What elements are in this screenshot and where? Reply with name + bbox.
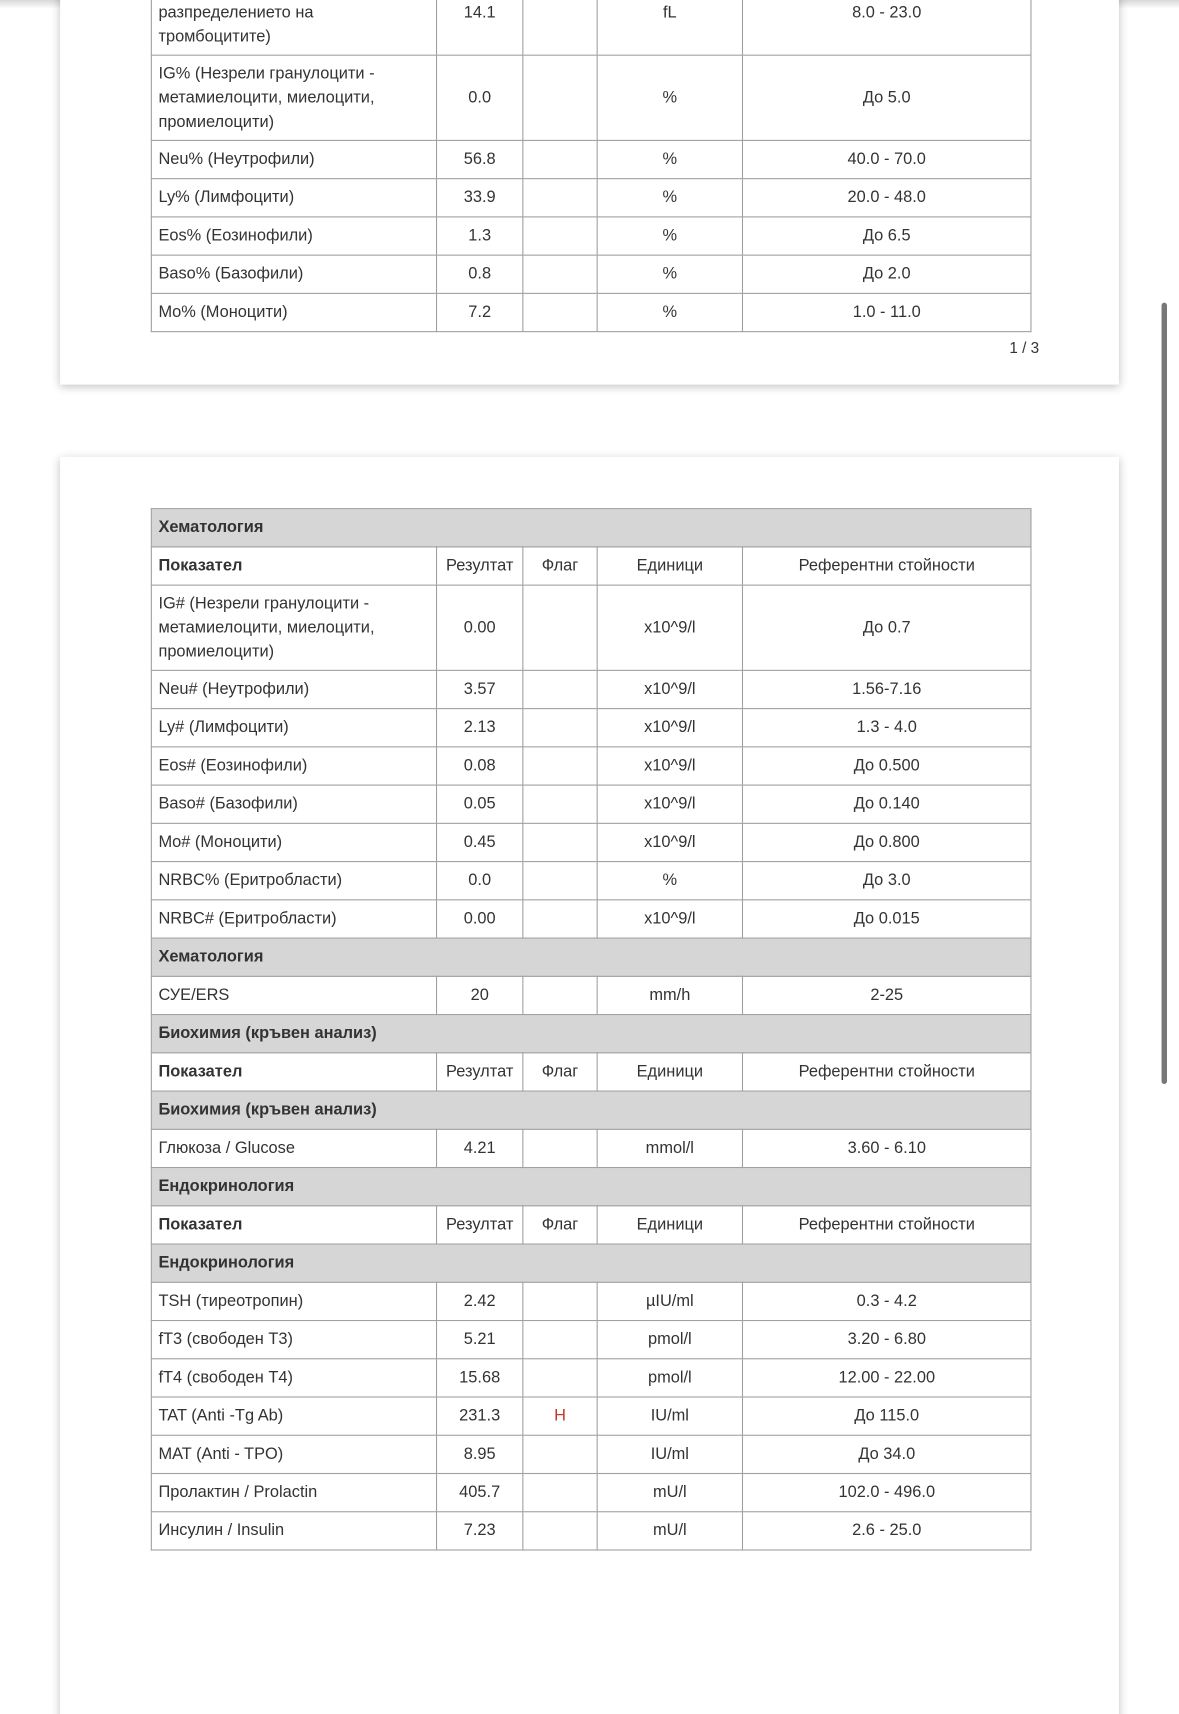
table-row <box>151 900 1031 938</box>
table-row <box>151 0 1031 55</box>
section-title: Ендокринология <box>151 1244 1031 1282</box>
table-row <box>151 670 1031 708</box>
result-value: 231.3 <box>437 1397 523 1435</box>
units: % <box>597 862 742 900</box>
flag <box>523 1474 597 1512</box>
units: x10^9/l <box>597 900 742 938</box>
flag <box>523 709 597 747</box>
units: x10^9/l <box>597 670 742 708</box>
reference-range: 1.56-7.16 <box>742 670 1031 708</box>
table-row <box>151 1512 1031 1550</box>
units: x10^9/l <box>597 747 742 785</box>
units: µIU/ml <box>597 1282 742 1320</box>
flag: Флаг <box>523 547 597 585</box>
reference-range: 3.60 - 6.10 <box>742 1129 1031 1167</box>
test-name: разпределението на тромбоцитите) <box>151 0 436 55</box>
flag <box>523 179 597 217</box>
units: x10^9/l <box>597 823 742 861</box>
result-value: 33.9 <box>437 179 523 217</box>
reference-range: 40.0 - 70.0 <box>742 140 1030 178</box>
reference-range: 0.3 - 4.2 <box>742 1282 1031 1320</box>
units: IU/ml <box>597 1435 742 1473</box>
test-name: Ly% (Лимфоцити) <box>151 179 436 217</box>
result-value: Резултат <box>437 1053 523 1091</box>
units: x10^9/l <box>597 709 742 747</box>
flag <box>523 1282 597 1320</box>
result-value: 56.8 <box>437 140 523 178</box>
test-name: Показател <box>151 1053 436 1091</box>
reference-range: 12.00 - 22.00 <box>742 1359 1031 1397</box>
pdf-page-1 <box>60 0 1119 385</box>
units: Единици <box>597 547 742 585</box>
units: % <box>597 179 742 217</box>
table-row <box>151 1435 1031 1473</box>
test-name: Глюкоза / Glucose <box>151 1129 436 1167</box>
table-row <box>151 293 1031 331</box>
flag-high: H <box>523 1397 597 1435</box>
reference-range: До 115.0 <box>742 1397 1031 1435</box>
results-table <box>151 508 1032 1550</box>
result-value: 3.57 <box>437 670 523 708</box>
result-value: 8.95 <box>437 1435 523 1473</box>
reference-range: Референтни стойности <box>742 1053 1031 1091</box>
result-value: 405.7 <box>437 1474 523 1512</box>
table-row <box>151 217 1031 255</box>
flag <box>523 585 597 670</box>
table-row <box>151 585 1031 670</box>
table-row <box>151 1359 1031 1397</box>
result-value: 0.8 <box>437 255 523 293</box>
table-row <box>151 55 1031 140</box>
result-value: 7.2 <box>437 293 523 331</box>
reference-range: До 2.0 <box>742 255 1030 293</box>
table-row <box>151 140 1031 178</box>
table-row <box>151 785 1031 823</box>
reference-range: 2-25 <box>742 976 1031 1014</box>
reference-range: До 6.5 <box>742 217 1030 255</box>
flag <box>523 1359 597 1397</box>
section-title: Биохимия (кръвен анализ) <box>151 1015 1031 1053</box>
units: mm/h <box>597 976 742 1014</box>
flag <box>523 900 597 938</box>
reference-range: До 34.0 <box>742 1435 1031 1473</box>
flag <box>523 785 597 823</box>
reference-range: До 0.500 <box>742 747 1031 785</box>
units: pmol/l <box>597 1321 742 1359</box>
result-value: 0.0 <box>437 862 523 900</box>
test-name: Показател <box>151 1206 436 1244</box>
result-value: 0.45 <box>437 823 523 861</box>
reference-range: 8.0 - 23.0 <box>742 0 1030 55</box>
flag <box>523 0 597 55</box>
result-value: 0.00 <box>437 585 523 670</box>
table-row <box>151 1321 1031 1359</box>
result-value: 5.21 <box>437 1321 523 1359</box>
test-name: fT3 (свободен T3) <box>151 1321 436 1359</box>
units: pmol/l <box>597 1359 742 1397</box>
result-value: 14.1 <box>437 0 523 55</box>
units: x10^9/l <box>597 585 742 670</box>
test-name: TAT (Anti -Tg Ab) <box>151 1397 436 1435</box>
section-header-row <box>151 1015 1031 1053</box>
units: % <box>597 255 742 293</box>
reference-range: 20.0 - 48.0 <box>742 179 1030 217</box>
units: x10^9/l <box>597 785 742 823</box>
test-name: Пролактин / Prolactin <box>151 1474 436 1512</box>
test-name: NRBC% (Еритробласти) <box>151 862 436 900</box>
flag <box>523 55 597 140</box>
units: mU/l <box>597 1474 742 1512</box>
result-value: 1.3 <box>437 217 523 255</box>
reference-range: До 0.140 <box>742 785 1031 823</box>
scrollbar[interactable] <box>1162 303 1167 1084</box>
units: % <box>597 293 742 331</box>
table-row <box>151 1474 1031 1512</box>
page-number: 1 / 3 <box>1009 338 1040 357</box>
section-title: Биохимия (кръвен анализ) <box>151 1091 1031 1129</box>
units: % <box>597 55 742 140</box>
units: mmol/l <box>597 1129 742 1167</box>
units: % <box>597 140 742 178</box>
table-row <box>151 255 1031 293</box>
section-header-row <box>151 938 1031 976</box>
section-header-row <box>151 509 1031 547</box>
flag: Флаг <box>523 1053 597 1091</box>
test-name: NRBC# (Еритробласти) <box>151 900 436 938</box>
result-value: 2.42 <box>437 1282 523 1320</box>
result-value: 0.0 <box>437 55 523 140</box>
section-header-row <box>151 1168 1031 1206</box>
test-name: IG# (Незрели гранулоцити - метамиелоцити, миелоцити, промиелоцити) <box>151 585 436 670</box>
test-name: Инсулин / Insulin <box>151 1512 436 1550</box>
test-name: Mo# (Моноцити) <box>151 823 436 861</box>
test-name: Baso% (Базофили) <box>151 255 436 293</box>
table-row <box>151 1129 1031 1167</box>
table-row <box>151 823 1031 861</box>
units: mU/l <box>597 1512 742 1550</box>
reference-range: Референтни стойности <box>742 547 1031 585</box>
table-row <box>151 862 1031 900</box>
test-name: Neu% (Неутрофили) <box>151 140 436 178</box>
result-value: 15.68 <box>437 1359 523 1397</box>
reference-range: До 3.0 <box>742 862 1031 900</box>
test-name: MAT (Anti - TPO) <box>151 1435 436 1473</box>
reference-range: До 0.800 <box>742 823 1031 861</box>
flag <box>523 140 597 178</box>
test-name: Показател <box>151 547 436 585</box>
reference-range: 102.0 - 496.0 <box>742 1474 1031 1512</box>
flag <box>523 217 597 255</box>
column-header-row <box>151 1053 1031 1091</box>
flag <box>523 1435 597 1473</box>
units: IU/ml <box>597 1397 742 1435</box>
result-value: 2.13 <box>437 709 523 747</box>
section-title: Ендокринология <box>151 1168 1031 1206</box>
section-title: Хематология <box>151 509 1031 547</box>
column-header-row <box>151 1206 1031 1244</box>
result-value: Резултат <box>437 547 523 585</box>
reference-range: Референтни стойности <box>742 1206 1031 1244</box>
flag <box>523 255 597 293</box>
test-name: СУЕ/ERS <box>151 976 436 1014</box>
reference-range: 2.6 - 25.0 <box>742 1512 1031 1550</box>
section-header-row <box>151 1244 1031 1282</box>
flag <box>523 670 597 708</box>
table-row <box>151 1282 1031 1320</box>
result-value: 0.00 <box>437 900 523 938</box>
table-row <box>151 179 1031 217</box>
reference-range: До 0.015 <box>742 900 1031 938</box>
test-name: TSH (тиреотропин) <box>151 1282 436 1320</box>
units: % <box>597 217 742 255</box>
test-name: Mo% (Моноцити) <box>151 293 436 331</box>
result-value: Резултат <box>437 1206 523 1244</box>
column-header-row <box>151 547 1031 585</box>
section-title: Хематология <box>151 938 1031 976</box>
result-value: 0.05 <box>437 785 523 823</box>
table-row <box>151 1397 1031 1435</box>
result-value: 20 <box>437 976 523 1014</box>
pdf-page-2 <box>60 457 1119 1714</box>
flag <box>523 1321 597 1359</box>
test-name: fT4 (свободен T4) <box>151 1359 436 1397</box>
flag <box>523 976 597 1014</box>
section-header-row <box>151 1091 1031 1129</box>
table-row <box>151 709 1031 747</box>
flag: Флаг <box>523 1206 597 1244</box>
result-value: 7.23 <box>437 1512 523 1550</box>
result-value: 4.21 <box>437 1129 523 1167</box>
flag <box>523 293 597 331</box>
reference-range: 1.0 - 11.0 <box>742 293 1030 331</box>
table-row <box>151 747 1031 785</box>
reference-range: 3.20 - 6.80 <box>742 1321 1031 1359</box>
table-row <box>151 976 1031 1014</box>
flag <box>523 823 597 861</box>
reference-range: До 5.0 <box>742 55 1030 140</box>
results-table <box>151 0 1032 332</box>
test-name: Eos% (Еозинофили) <box>151 217 436 255</box>
units: fL <box>597 0 742 55</box>
reference-range: 1.3 - 4.0 <box>742 709 1031 747</box>
test-name: IG% (Незрели гранулоцити - метамиелоцити, миелоцити, промиелоцити) <box>151 55 436 140</box>
test-name: Baso# (Базофили) <box>151 785 436 823</box>
test-name: Ly# (Лимфоцити) <box>151 709 436 747</box>
reference-range: До 0.7 <box>742 585 1031 670</box>
test-name: Eos# (Еозинофили) <box>151 747 436 785</box>
test-name: Neu# (Неутрофили) <box>151 670 436 708</box>
units: Единици <box>597 1206 742 1244</box>
flag <box>523 862 597 900</box>
units: Единици <box>597 1053 742 1091</box>
flag <box>523 1129 597 1167</box>
result-value: 0.08 <box>437 747 523 785</box>
flag <box>523 1512 597 1550</box>
flag <box>523 747 597 785</box>
